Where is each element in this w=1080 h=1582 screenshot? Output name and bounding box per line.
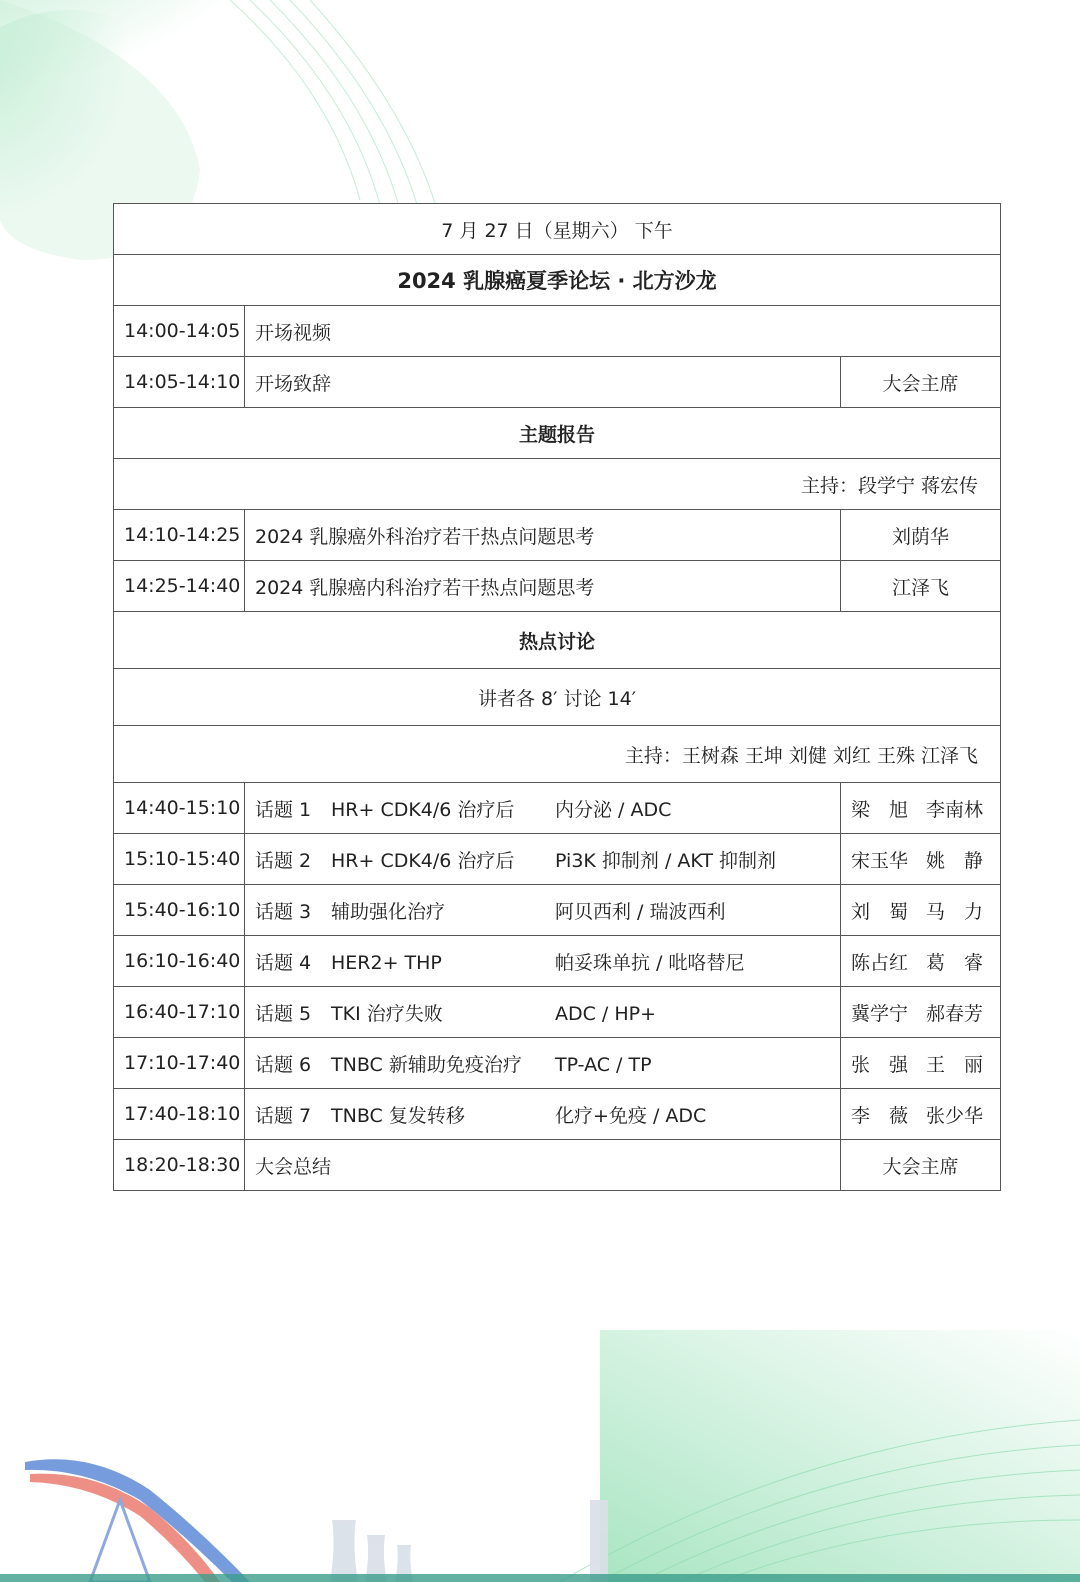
topic-cell bbox=[245, 987, 841, 1038]
speakers-cell bbox=[841, 783, 1001, 834]
session-item: 2024 乳腺癌内科治疗若干热点问题思考 bbox=[245, 561, 841, 612]
topic-cell bbox=[245, 783, 841, 834]
speaker-a: 宋玉华 bbox=[851, 849, 909, 872]
agenda-row bbox=[114, 1140, 1001, 1191]
topic-number: 话题 2 bbox=[255, 849, 312, 872]
section-heading-row bbox=[114, 408, 1001, 459]
speaker-a: 冀学宁 bbox=[851, 1002, 909, 1025]
speaker-b: 葛 睿 bbox=[926, 951, 984, 974]
topic-title: TNBC 新辅助免疫治疗 bbox=[331, 1053, 522, 1076]
topic-cell bbox=[245, 936, 841, 987]
session-time: 15:40-16:10 bbox=[114, 885, 245, 936]
speaker-b: 王 丽 bbox=[926, 1053, 984, 1076]
topic-detail: 帕妥珠单抗 / 吡咯替尼 bbox=[555, 951, 745, 974]
session-time: 14:05-14:10 bbox=[114, 357, 245, 408]
session-speaker: 江泽飞 bbox=[841, 561, 1001, 612]
speaker-b: 姚 静 bbox=[926, 849, 984, 872]
topic-title: HER2+ THP bbox=[331, 951, 442, 974]
topic-detail: Pi3K 抑制剂 / AKT 抑制剂 bbox=[555, 849, 777, 872]
format-row bbox=[114, 669, 1001, 726]
speakers-cell bbox=[841, 834, 1001, 885]
topic-title: TKI 治疗失败 bbox=[331, 1002, 443, 1025]
agenda-row bbox=[114, 561, 1001, 612]
session-time: 17:10-17:40 bbox=[114, 1038, 245, 1089]
speakers-cell bbox=[841, 885, 1001, 936]
speaker-a: 梁 旭 bbox=[851, 798, 909, 821]
speakers-cell bbox=[841, 936, 1001, 987]
speaker-a: 刘 蜀 bbox=[851, 900, 909, 923]
topic-row bbox=[114, 1038, 1001, 1089]
section-heading-row bbox=[114, 612, 1001, 669]
discussion-format: 讲者各 8′ 讨论 14′ bbox=[114, 669, 1001, 726]
hosts-row bbox=[114, 459, 1001, 510]
speaker-a: 张 强 bbox=[851, 1053, 909, 1076]
topic-number: 话题 3 bbox=[255, 900, 312, 923]
topic-row bbox=[114, 936, 1001, 987]
session-item: 开场视频 bbox=[245, 306, 1001, 357]
session-item: 开场致辞 bbox=[245, 357, 841, 408]
agenda-table bbox=[113, 203, 1001, 1191]
topic-row bbox=[114, 1089, 1001, 1140]
session-time: 14:25-14:40 bbox=[114, 561, 245, 612]
forum-title: 2024 乳腺癌夏季论坛 · 北方沙龙 bbox=[114, 255, 1001, 306]
topic-detail: 内分泌 / ADC bbox=[555, 798, 672, 821]
topic-number: 话题 7 bbox=[255, 1104, 312, 1127]
section-heading-discussion: 热点讨论 bbox=[114, 612, 1001, 669]
topic-title: 辅助强化治疗 bbox=[331, 900, 446, 923]
session-time: 14:40-15:10 bbox=[114, 783, 245, 834]
speakers-cell bbox=[841, 1038, 1001, 1089]
session-time: 16:40-17:10 bbox=[114, 987, 245, 1038]
session-speaker: 刘荫华 bbox=[841, 510, 1001, 561]
speaker-b: 郝春芳 bbox=[926, 1002, 984, 1025]
topic-row bbox=[114, 987, 1001, 1038]
topic-number: 话题 1 bbox=[255, 798, 312, 821]
hosts-row bbox=[114, 726, 1001, 783]
speaker-b: 马 力 bbox=[926, 900, 984, 923]
topic-title: TNBC 复发转移 bbox=[331, 1104, 465, 1127]
session-time: 16:10-16:40 bbox=[114, 936, 245, 987]
speakers-cell bbox=[841, 987, 1001, 1038]
session-item: 2024 乳腺癌外科治疗若干热点问题思考 bbox=[245, 510, 841, 561]
agenda-row bbox=[114, 357, 1001, 408]
date-row bbox=[114, 204, 1001, 255]
session-time: 17:40-18:10 bbox=[114, 1089, 245, 1140]
topic-number: 话题 4 bbox=[255, 951, 312, 974]
session-speaker: 大会主席 bbox=[841, 1140, 1001, 1191]
topic-detail: TP-AC / TP bbox=[555, 1053, 652, 1076]
speaker-a: 陈占红 bbox=[851, 951, 909, 974]
session-time: 14:00-14:05 bbox=[114, 306, 245, 357]
topic-cell bbox=[245, 834, 841, 885]
title-row bbox=[114, 255, 1001, 306]
session-time: 15:10-15:40 bbox=[114, 834, 245, 885]
topic-row bbox=[114, 834, 1001, 885]
topic-detail: ADC / HP+ bbox=[555, 1002, 657, 1025]
topic-detail: 化疗+免疫 / ADC bbox=[555, 1104, 707, 1127]
speakers-cell bbox=[841, 1089, 1001, 1140]
agenda-row bbox=[114, 510, 1001, 561]
discussion-hosts: 主持：王树森 王坤 刘健 刘红 王殊 江泽飞 bbox=[114, 726, 1001, 783]
date-label: 7 月 27 日（星期六） 下午 bbox=[114, 204, 1001, 255]
agenda-row bbox=[114, 306, 1001, 357]
topic-cell bbox=[245, 1038, 841, 1089]
speaker-b: 李南林 bbox=[926, 798, 984, 821]
session-item: 大会总结 bbox=[245, 1140, 841, 1191]
section-heading-keynote: 主题报告 bbox=[114, 408, 1001, 459]
session-speaker: 大会主席 bbox=[841, 357, 1001, 408]
session-time: 18:20-18:30 bbox=[114, 1140, 245, 1191]
topic-number: 话题 5 bbox=[255, 1002, 312, 1025]
speaker-a: 李 薇 bbox=[851, 1104, 909, 1127]
topic-row bbox=[114, 783, 1001, 834]
session-time: 14:10-14:25 bbox=[114, 510, 245, 561]
speaker-b: 张少华 bbox=[926, 1104, 984, 1127]
topic-cell bbox=[245, 885, 841, 936]
topic-title: HR+ CDK4/6 治疗后 bbox=[331, 849, 515, 872]
topic-detail: 阿贝西利 / 瑞波西利 bbox=[555, 900, 726, 923]
topic-number: 话题 6 bbox=[255, 1053, 312, 1076]
keynote-hosts: 主持：段学宁 蒋宏传 bbox=[114, 459, 1001, 510]
topic-title: HR+ CDK4/6 治疗后 bbox=[331, 798, 515, 821]
topic-cell bbox=[245, 1089, 841, 1140]
topic-row bbox=[114, 885, 1001, 936]
